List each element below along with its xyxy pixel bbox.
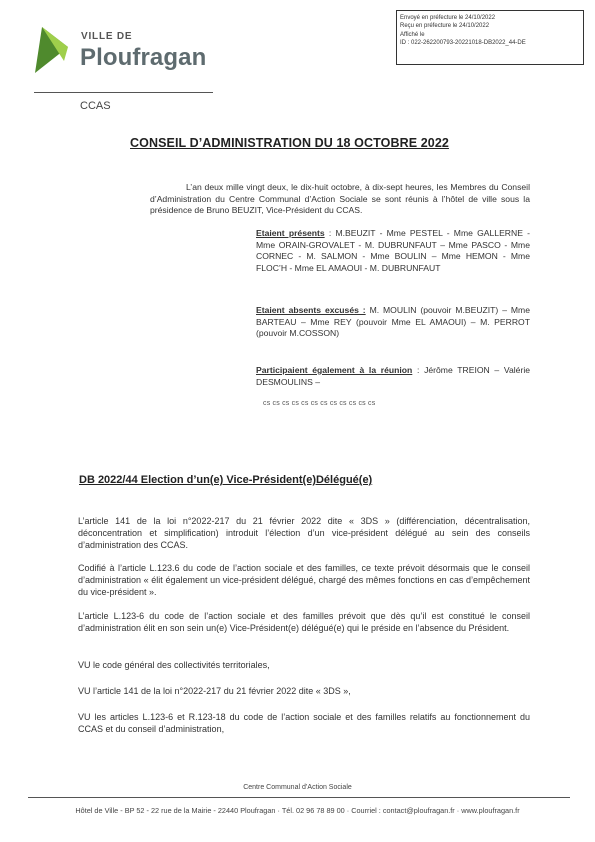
absent-members [256, 305, 530, 340]
present-list: : M.BEUZIT - Mme PESTEL - Mme GALLERNE - Mme ORAIN-GROVALET - M. DUBRUNFAUT – Mme PASCO - Mme CORNEC - M. SALMON - Mme BOULIN – Mme HEMON - Mme FLOC’H - Mme EL AMAOUI - M. DUBRUNFAUT [256, 228, 530, 273]
stamp-sent-date: Envoyé en préfecture le 24/10/2022 [400, 15, 496, 21]
absent-list: M. MOULIN (pouvoir M.BEUZIT) – Mme BARTEAU – Mme REY (pouvoir Mme EL AMAOUI) – M. PERROT (pouvoir M.COSSON) [256, 305, 530, 339]
present-members [256, 228, 530, 274]
paragraph-3: L’article L.123-6 du code de l’action sociale et des familles prévoit que dès qu’il est constitué le conseil d’administration élit en son sein un(e) Vice-Président(e) délégué(e) qui le préside en l’absence du Président. [78, 611, 530, 633]
paragraph-6: VU les articles L.123-6 et R.123-18 du code de l’action sociale et des familles relatifs au fonctionnement du CCAS et du conseil d’administration, [78, 712, 530, 734]
section-separator: cs cs cs cs cs cs cs cs cs cs cs cs [263, 400, 376, 407]
paragraph-5: VU l’article 141 de la loi n°2022-217 du 21 février 2022 dite « 3DS », [78, 686, 351, 696]
paragraph-4: VU le code général des collectivités territoriales, [78, 660, 270, 670]
logo-divider [34, 92, 213, 93]
participants-label: Participaient également à la réunion [256, 365, 413, 375]
stamp-id: ID : 022-262200793-20221018-DB2022_44-DE [400, 40, 526, 47]
stamp-received-date: Reçu en préfecture le 24/10/2022 [400, 23, 490, 30]
document-title: CONSEIL D’ADMINISTRATION DU 18 OCTOBRE 2022 [130, 136, 449, 150]
footer-organisation: Centre Communal d’Action Sociale [243, 784, 352, 791]
intro-paragraph: L’an deux mille vingt deux, le dix-huit octobre, à dix-sept heures, les Membres du Conseil d’Administration du Centre Communal d’Action Sociale se sont réunis à l’hôtel de ville sous la présidence de Bruno BEUZIT, Vice-Président du CCAS. [150, 182, 530, 216]
ploufragan-leaf-logo [34, 27, 72, 79]
stamp-posted: Affiché le [400, 31, 425, 38]
logo-city-name: Ploufragan [80, 44, 207, 71]
present-label: Etaient présents [256, 228, 325, 238]
prefecture-stamp [396, 10, 584, 65]
participants-list: : Jérôme TREION – Valérie DESMOULINS – [256, 365, 531, 387]
footer-address: Hôtel de Ville - BP 52 - 22 rue de la Mairie - 22440 Ploufragan · Tél. 02 96 78 89 00 · Courriel : contact@ploufragan.fr · www.ploufragan.fr [75, 806, 520, 815]
footer-divider [28, 797, 570, 798]
department-label: CCAS [80, 100, 111, 112]
paragraph-2: Codifié à l’article L.123.6 du code de l’action sociale et des familles, ce texte prévoit désormais que le conseil d’administration « élit également un vice-président délégué, chargé des mêmes fonctions en cas d’empêchement du vice-président ». [78, 563, 530, 597]
paragraph-1: L’article 141 de la loi n°2022-217 du 21 février 2022 dite « 3DS » (différenciation, décentralisation, déconcentration et simplification) introduit l’élection d’un vice-président délégué au sein des conseils d’administration des CCAS. [78, 516, 530, 550]
other-participants [256, 365, 530, 388]
deliberation-subject: DB 2022/44 Election d’un(e) Vice-Président(e)Délégué(e) [79, 474, 373, 486]
absent-label: Etaient absents excusés : [256, 305, 366, 315]
logo-ville-de: VILLE DE [81, 31, 133, 42]
